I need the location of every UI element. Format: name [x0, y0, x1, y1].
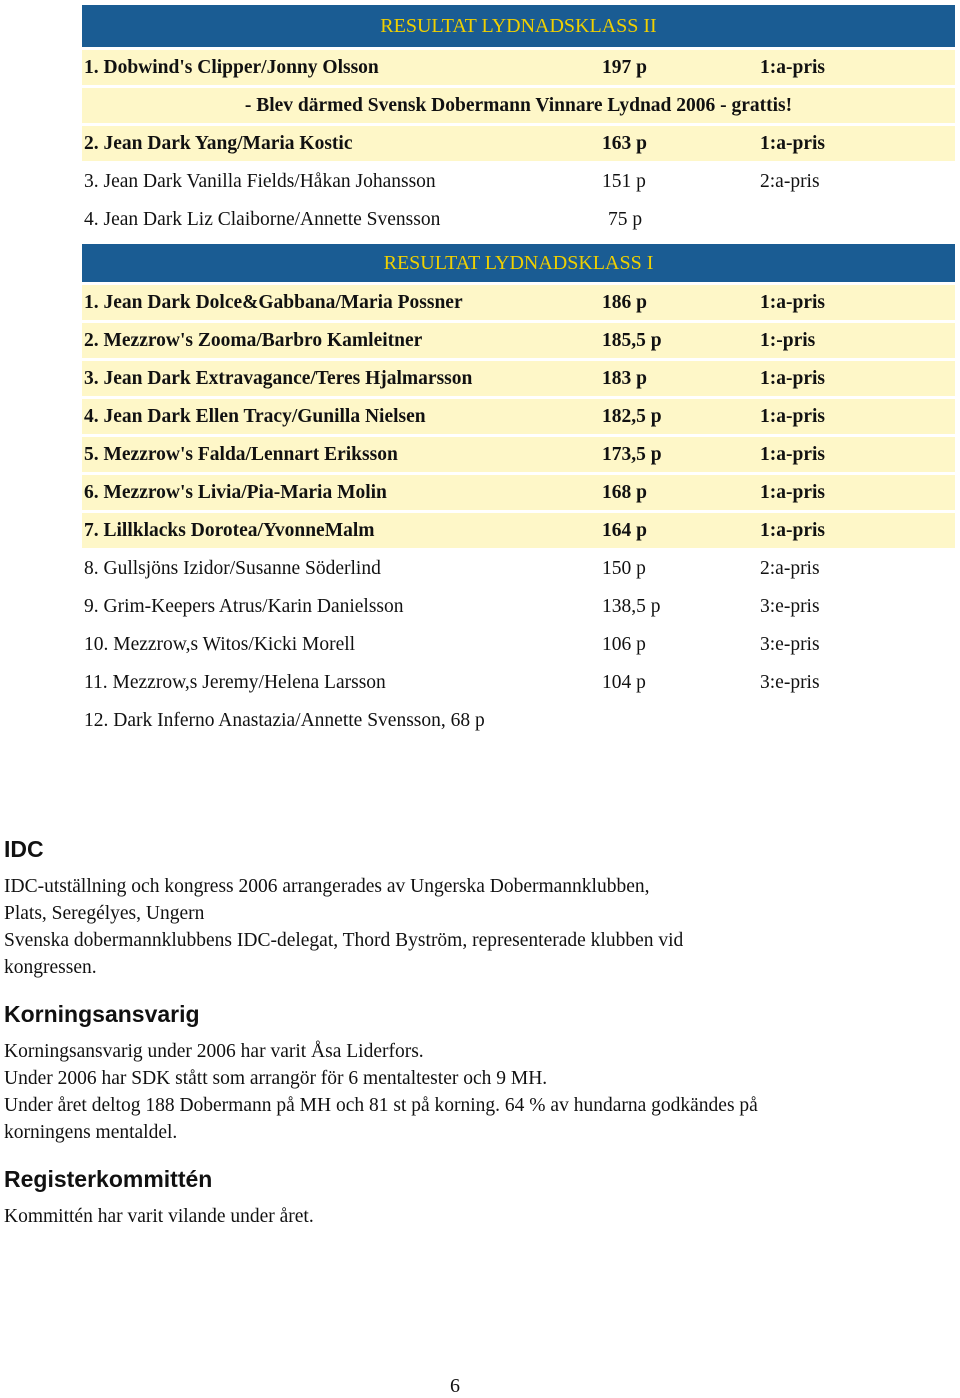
entry-points: 197 p	[602, 56, 647, 78]
entry-points: 168 p	[602, 481, 647, 503]
entry-points: 185,5 p	[602, 329, 662, 351]
entry-prize: 1:a-pris	[760, 56, 825, 78]
paragraph-line: Plats, Seregélyes, Ungern	[4, 903, 205, 924]
winner-note-text: - Blev därmed Svensk Dobermann Vinnare Lydnad 2006 - grattis!	[244, 94, 793, 116]
results-table	[82, 5, 955, 741]
section-header-lydnad-1	[82, 244, 955, 282]
entry-prize: 3:e-pris	[760, 671, 820, 693]
entry-name: 1. Dobwind's Clipper/Jonny Olsson	[84, 56, 379, 78]
entry-prize: 1:a-pris	[760, 519, 825, 541]
entry-points: 138,5 p	[602, 595, 661, 617]
entry-name: 3. Jean Dark Extravagance/Teres Hjalmarsson	[84, 367, 473, 389]
section-header-lydnad-2	[82, 5, 955, 47]
section-header-label: RESULTAT LYDNADSKLASS II	[380, 14, 657, 37]
entry-points: 182,5 p	[602, 405, 662, 427]
section-heading: IDC	[4, 836, 44, 862]
entry-name: 7. Lillklacks Dorotea/YvonneMalm	[84, 519, 375, 541]
table-row	[82, 475, 955, 510]
entry-name: 4. Jean Dark Ellen Tracy/Gunilla Nielsen	[84, 405, 426, 427]
table-row	[82, 627, 955, 662]
table-row	[82, 285, 955, 320]
paragraph-line: Korningsansvarig under 2006 har varit Åsa Liderfors.	[4, 1041, 424, 1062]
entry-prize: 1:a-pris	[760, 132, 825, 154]
entry-prize: 1:a-pris	[760, 481, 825, 503]
table-row	[82, 513, 955, 548]
entry-points: 164 p	[602, 519, 647, 541]
entry-prize: 2:a-pris	[760, 170, 820, 192]
table-row	[82, 323, 955, 358]
entry-name: 8. Gullsjöns Izidor/Susanne Söderlind	[84, 557, 381, 579]
paragraph-line: Under året deltog 188 Dobermann på MH och 81 st på korning. 64 % av hundarna godkändes på	[4, 1095, 758, 1116]
paragraph-line: Under 2006 har SDK stått som arrangör för 6 mentaltester och 9 MH.	[4, 1068, 548, 1089]
paragraph-line: Kommittén har varit vilande under året.	[4, 1206, 314, 1227]
entry-prize: 3:e-pris	[760, 633, 820, 655]
entry-name: 2. Jean Dark Yang/Maria Kostic	[84, 132, 353, 154]
entry-name: 9. Grim-Keepers Atrus/Karin Danielsson	[84, 595, 404, 617]
paragraph-line: korningens mentaldel.	[4, 1122, 178, 1143]
entry-name: 6. Mezzrow's Livia/Pia-Maria Molin	[84, 481, 387, 503]
entry-name: 2. Mezzrow's Zooma/Barbro Kamleitner	[84, 329, 423, 351]
entry-name: 11. Mezzrow,s Jeremy/Helena Larsson	[84, 671, 386, 693]
entry-points: 104 p	[602, 671, 646, 693]
entry-points: 183 p	[602, 367, 647, 389]
entry-prize: 1:a-pris	[760, 443, 825, 465]
korning-section	[4, 1001, 924, 1146]
lydnad-1-rows	[82, 285, 955, 700]
section-heading: Registerkommittén	[4, 1166, 213, 1192]
entry-prize: 1:a-pris	[760, 367, 825, 389]
table-row	[82, 665, 955, 700]
entry-prize: 1:a-pris	[760, 291, 825, 313]
entry-name: 4. Jean Dark Liz Claiborne/Annette Svensson	[84, 208, 441, 230]
entry-points: 151 p	[602, 170, 646, 192]
table-row	[82, 589, 955, 624]
entry-prize: 1:-pris	[760, 329, 816, 351]
table-row	[82, 399, 955, 434]
table-row	[82, 361, 955, 396]
entry-name: 1. Jean Dark Dolce&Gabbana/Maria Possner	[84, 291, 463, 313]
winner-note	[82, 88, 955, 123]
table-row	[82, 50, 955, 85]
table-row	[82, 164, 955, 199]
table-row	[82, 202, 955, 237]
section-heading: Korningsansvarig	[4, 1001, 200, 1027]
paragraph-line: IDC-utställning och kongress 2006 arrangerades av Ungerska Dobermannklubben,	[4, 876, 650, 897]
entry-points: 75 p	[608, 208, 643, 230]
paragraph-line: kongressen.	[4, 957, 97, 978]
entry-points: 150 p	[602, 557, 646, 579]
table-row-last	[82, 703, 955, 738]
entry-prize: 1:a-pris	[760, 405, 825, 427]
table-row	[82, 551, 955, 586]
entry-prize: 3:e-pris	[760, 595, 820, 617]
section-header-label: RESULTAT LYDNADSKLASS I	[383, 251, 654, 274]
entry-points: 106 p	[602, 633, 646, 655]
register-section	[4, 1166, 924, 1230]
page-number: 6	[450, 1375, 460, 1397]
entry-name: 3. Jean Dark Vanilla Fields/Håkan Johansson	[84, 170, 436, 192]
entry-text: 12. Dark Inferno Anastazia/Annette Svensson, 68 p	[84, 709, 485, 731]
entry-points: 163 p	[602, 132, 647, 154]
table-row	[82, 126, 955, 161]
entry-points: 186 p	[602, 291, 647, 313]
entry-name: 10. Mezzrow,s Witos/Kicki Morell	[84, 633, 356, 655]
table-row	[82, 437, 955, 472]
idc-section	[4, 836, 924, 981]
paragraph-line: Svenska dobermannklubbens IDC-delegat, Thord Byström, representerade klubben vid	[4, 930, 684, 951]
entry-points: 173,5 p	[602, 443, 662, 465]
entry-prize: 2:a-pris	[760, 557, 820, 579]
entry-name: 5. Mezzrow's Falda/Lennart Eriksson	[84, 443, 398, 465]
